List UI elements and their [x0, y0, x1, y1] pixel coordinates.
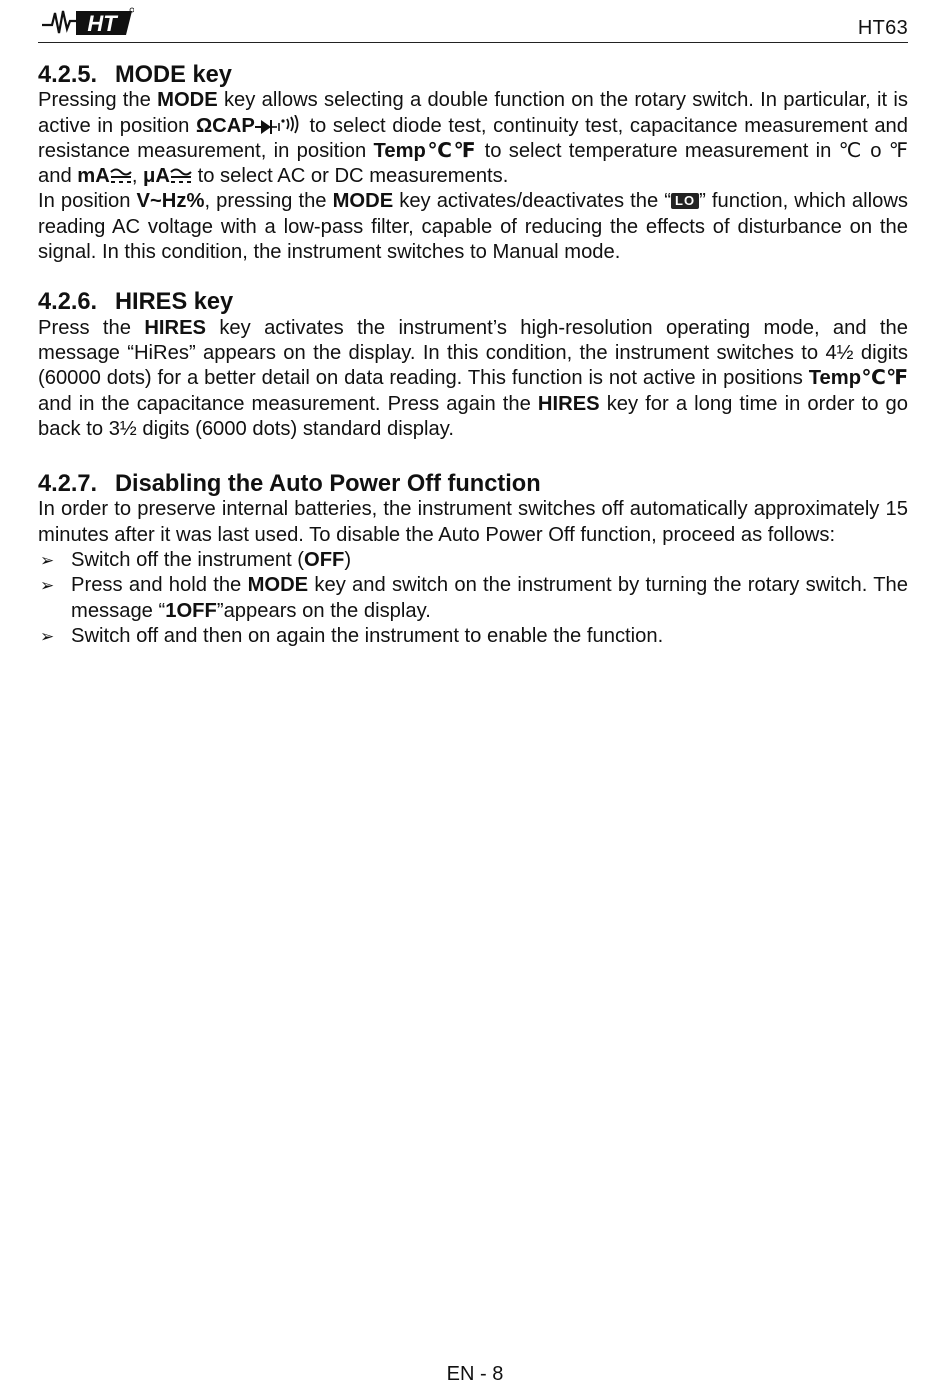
list-item: ➢ Switch off and then on again the instrument to enable the function.	[38, 624, 908, 649]
section-title-mode	[38, 63, 908, 88]
list-item: ➢ Press and hold the MODE key and switch on the instrument by turning the rotary switch. The message “1OFF”appears on the display.	[40, 574, 908, 622]
mode-key-label: MODE	[247, 574, 309, 597]
diode-continuity-icon	[255, 115, 303, 135]
section-title-text: MODE key	[115, 62, 232, 88]
section-number: 4.2.6.	[38, 289, 98, 316]
list-item: ➢ Switch off the instrument (OFF)	[38, 548, 908, 573]
section-number: 4.2.5.	[38, 62, 98, 88]
page-number: EN - 8	[446, 1363, 504, 1385]
section-title-text: HIRES key	[115, 289, 234, 316]
procedure-list	[38, 548, 908, 649]
section-title-autopower	[38, 472, 908, 497]
temp-position: Temp℃℉	[373, 139, 478, 162]
omega-cap-position: ΩCAP	[195, 114, 255, 137]
ac-dc-icon	[110, 167, 132, 185]
hires-key-label: HIRES	[537, 392, 600, 415]
section-title-text: Disabling the Auto Power Off function	[115, 471, 541, 498]
section-title-hires	[38, 290, 908, 315]
page-content	[38, 63, 908, 649]
paragraph-mode-2: In position V~Hz%, pressing the MODE key activates/deactivates the “ LO ” function, which allows reading AC voltage with a low-pass filter, capable of reducing the effects of disturbance on the signal. In this condition, the instrument switches to Manual mode.	[38, 190, 909, 264]
paragraph-mode-1: Pressing the MODE key allows selecting a double function on the rotary switch. In particular, it is active in position ΩCAP to select diode test, continuity test, capacitance measurement and resistance measurement, in position Temp℃℉ to select temperature measurement in ℃ o ℉ and mA , μA to select AC or DC measurements.	[38, 89, 909, 188]
arrow-bullet-icon: ➢	[40, 626, 55, 646]
logo-text: HT	[87, 11, 117, 36]
model-code: HT63	[857, 17, 908, 39]
temp-position: Temp℃℉	[808, 367, 908, 390]
paragraph-autopower: In order to preserve internal batteries, the instrument switches off automatically approximately 15 minutes after it was last used. To disable the Auto Power Off function, proceed as follows:	[38, 498, 908, 546]
off-label: OFF	[304, 549, 345, 572]
section-number: 4.2.7.	[38, 471, 98, 498]
display-message: 1OFF	[165, 599, 217, 622]
ht-logo-icon	[42, 7, 134, 37]
lowpass-filter-icon: LO	[671, 193, 699, 209]
mode-key-label: MODE	[332, 190, 394, 213]
ua-position: μA	[143, 165, 170, 188]
mode-key-label: MODE	[157, 89, 218, 112]
ac-dc-icon	[170, 167, 192, 185]
ma-position: mA	[77, 165, 110, 188]
arrow-bullet-icon: ➢	[40, 576, 55, 596]
arrow-bullet-icon: ➢	[40, 551, 55, 571]
vhz-position: V~Hz%	[136, 190, 205, 213]
paragraph-hires: Press the HIRES key activates the instrument’s high-resolution operating mode, and the message “HiRes” appears on the display. In this condition, the instrument switches to 4½ digits (60000 dots) for a better detail on data reading. This function is not active in positions Temp℃℉ and in the capacitance measurement. Press again the HIRES key for a long time in order to go back to 3½ digits (6000 dots) standard display.	[38, 316, 908, 440]
hires-key-label: HIRES	[144, 316, 207, 339]
page-header	[38, 6, 908, 43]
